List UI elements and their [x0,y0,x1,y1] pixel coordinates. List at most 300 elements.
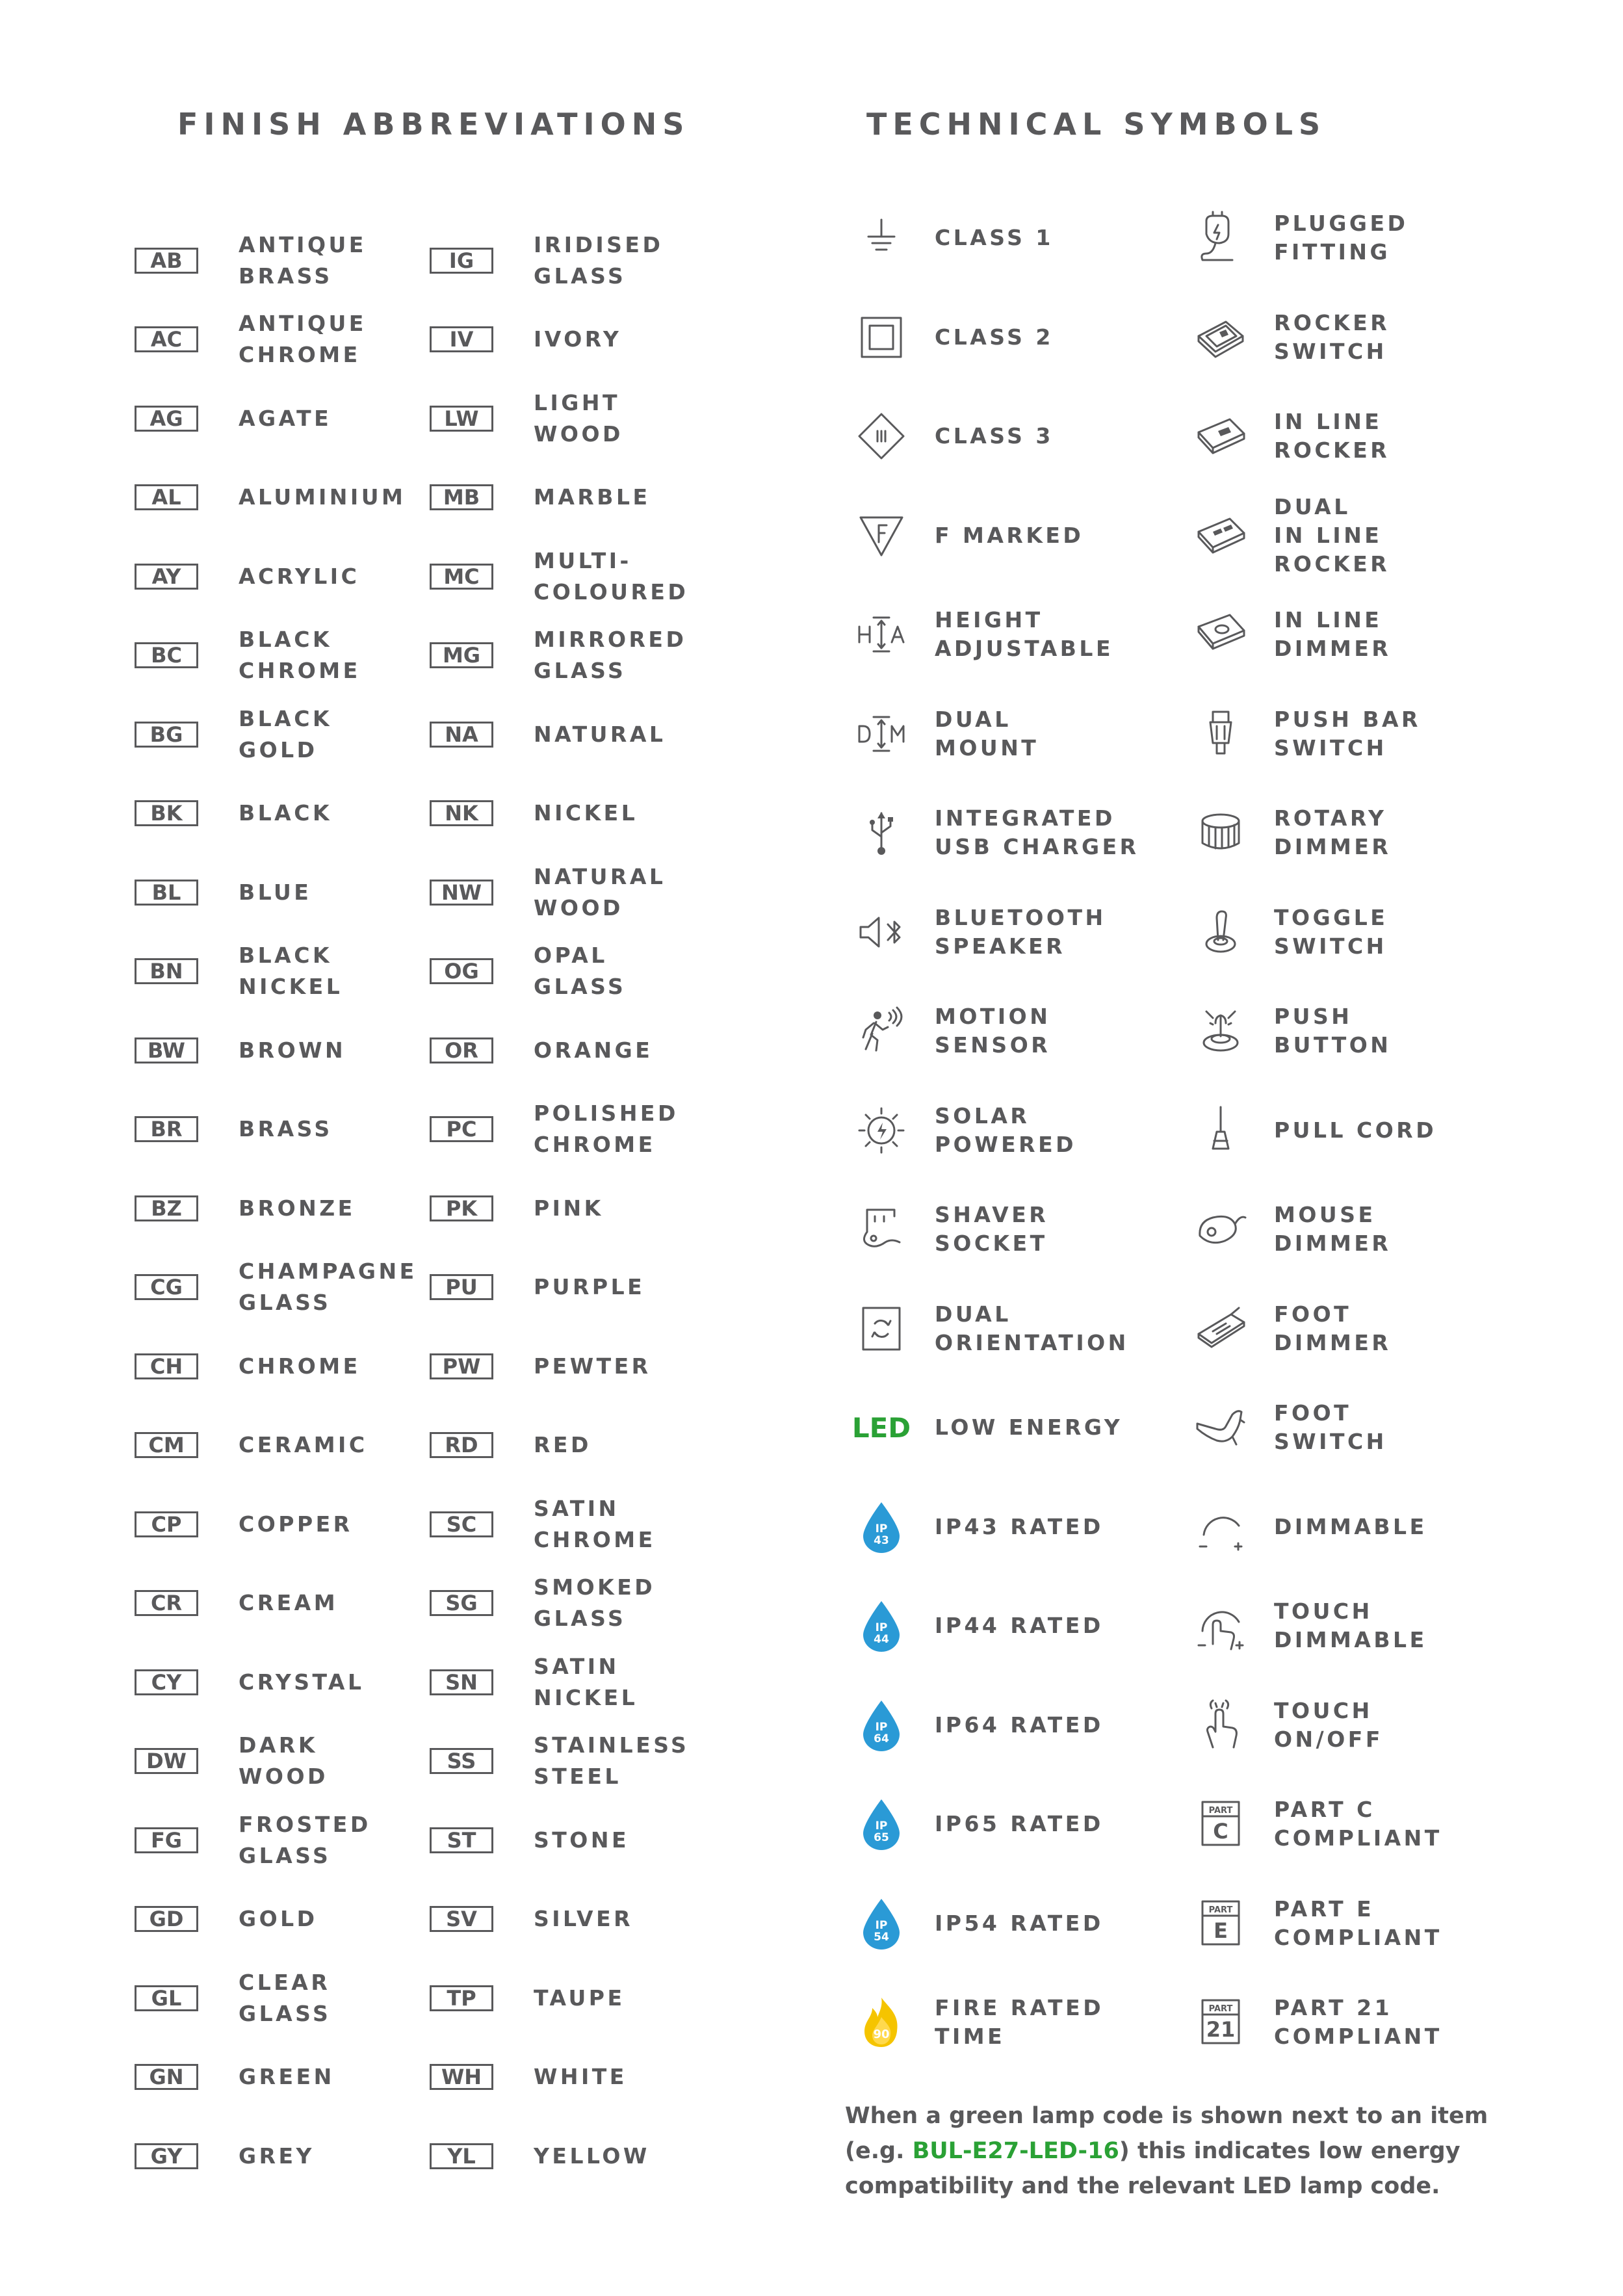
finish-name: MARBLE [534,484,651,510]
finish-name: PURPLE [534,1274,645,1300]
symbol-label: DUAL ORIENTATION [935,1301,1129,1355]
symbol-row [1191,1576,1529,1676]
dual-mount-icon-svg [854,707,909,761]
foot-switch-icon [1191,1398,1251,1457]
symbol-label: IP54 RATED [935,1910,1104,1936]
finish-code-badge: WH [430,2064,493,2090]
finish-code-badge: BC [135,642,198,668]
symbol-label: FIRE RATED TIME [935,1995,1104,2050]
dual-inline-rocker-icon [1191,506,1251,566]
finish-code-badge: MG [430,642,493,668]
symbol-row [851,1378,1189,1478]
symbol-label: PLUGGED FITTING [1274,211,1409,265]
finish-code-badge: BG [135,722,198,748]
led-text: LED [851,1411,911,1444]
finish-row [430,1406,729,1485]
class-1-earth-icon [851,208,911,268]
finish-row [430,221,729,300]
finish-name: ORANGE [534,1037,653,1063]
finish-code-badge: NK [430,800,493,826]
dimmable-icon-svg [1193,1500,1248,1554]
ip-drop-icon-svg [854,1896,909,1951]
dimmable-icon [1191,1497,1251,1557]
finish-name: BLACK [239,800,333,826]
symbol-label: F MARKED [935,522,1084,548]
rocker-switch-icon-svg [1193,310,1248,365]
finish-row [135,1011,434,1090]
finish-code-badge: PK [430,1195,493,1221]
finish-row [135,1643,434,1722]
f-marked-icon [851,506,911,566]
motion-sensor-icon [851,1001,911,1061]
finish-code-badge: NW [430,880,493,906]
symbol-label: IP43 RATED [935,1513,1104,1539]
symbol-label: HEIGHT ADJUSTABLE [935,607,1113,662]
motion-sensor-icon-svg [854,1004,909,1058]
ip-drop-icon-svg [854,1500,909,1554]
foot-switch-icon-svg [1193,1400,1248,1455]
finish-name: POLISHED CHROME [534,1101,679,1158]
finish-row [135,537,434,616]
finish-row [135,695,434,774]
finish-row [430,1564,729,1643]
symbol-list-left [851,189,1189,2072]
finish-code-badge: GN [135,2064,198,2090]
ip-drop-icon [851,1596,911,1656]
symbol-row [851,783,1189,883]
finish-code-badge: MB [430,484,493,510]
usb-icon [851,803,911,863]
plug-icon-svg [1193,211,1248,265]
finish-row [430,1327,729,1406]
finish-code-badge: CY [135,1669,198,1695]
finish-name: CREAM [239,1590,339,1616]
finish-name: GOLD [239,1906,318,1932]
pull-cord-icon-svg [1193,1103,1248,1158]
rotary-dimmer-icon [1191,803,1251,863]
finish-code-badge: CR [135,1590,198,1616]
finish-code-badge: PC [430,1116,493,1142]
push-bar-switch-icon [1191,704,1251,764]
finish-row [430,1959,729,2038]
finish-name: CLEAR GLASS [239,1969,331,2026]
symbol-row [851,1676,1189,1775]
symbol-row [851,585,1189,685]
finish-name: SATIN NICKEL [534,1653,638,1710]
part-word-text: PART [1208,1806,1233,1816]
finish-code-badge: SC [430,1511,493,1537]
symbol-row [851,486,1189,586]
finish-name: COPPER [239,1511,353,1537]
symbol-row [851,982,1189,1081]
part-code-text: C [1213,1819,1228,1844]
finish-row [135,1406,434,1485]
symbol-row [1191,783,1529,883]
finish-row [430,300,729,380]
finish-code-badge: PW [430,1353,493,1379]
finish-name: CHROME [239,1353,361,1379]
toggle-switch-icon [1191,902,1251,962]
finish-code-badge: GY [135,2143,198,2169]
fire-time-text: 90 [873,2028,890,2042]
finish-row [430,1801,729,1880]
finish-row [135,1801,434,1880]
finish-name: AGATE [239,405,332,431]
finish-code-badge: BW [135,1037,198,1063]
finish-name: WHITE [534,2064,627,2090]
symbol-row [851,685,1189,784]
finish-row [430,695,729,774]
finish-code-badge: AG [135,406,198,432]
finish-name: BROWN [239,1037,346,1063]
finish-name: NATURAL [534,721,666,747]
finish-code-badge: CM [135,1432,198,1458]
ip-prefix-text: IP [875,1621,888,1635]
finish-row [430,1485,729,1564]
symbol-row [1191,1081,1529,1181]
low-energy-note [845,2098,1508,2204]
ip-rating-number: 65 [874,1831,889,1845]
finish-row [430,853,729,932]
finish-code-badge: SV [430,1906,493,1932]
finish-row [135,1169,434,1248]
finish-code-badge: GD [135,1906,198,1932]
finish-name: DARK WOOD [239,1732,328,1790]
symbol-row [851,288,1189,387]
finish-code-badge: NA [430,722,493,748]
finish-name: BRASS [239,1116,333,1142]
finish-name: MULTI- COLOURED [534,547,689,605]
finish-name: ALUMINIUM [239,484,406,510]
finish-name: YELLOW [534,2143,650,2169]
part-code-text: 21 [1206,2017,1236,2042]
part-c-icon [1191,1794,1251,1854]
finish-code-badge: FG [135,1827,198,1853]
symbol-label: MOUSE DIMMER [1274,1202,1392,1257]
class-3-diamond-icon-svg [854,409,909,463]
finish-code-badge: IG [430,248,493,274]
led-icon [851,1398,911,1457]
symbol-label: MOTION SENSOR [935,1004,1051,1058]
symbol-label: BLUETOOTH SPEAKER [935,904,1106,959]
symbol-label: SHAVER SOCKET [935,1202,1049,1257]
ip-drop-icon-svg [854,1797,909,1851]
finish-code-badge: YL [430,2143,493,2169]
note-text-after: ) this indicates low energy compatibility and the relevant LED lamp code. [845,2138,1461,2199]
finish-name: IVORY [534,326,622,352]
ip-prefix-text: IP [875,1820,888,1833]
finish-name: ANTIQUE BRASS [239,231,367,289]
symbol-row [1191,585,1529,685]
finish-row [135,300,434,380]
finish-name: CERAMIC [239,1432,368,1458]
symbol-label: IP65 RATED [935,1811,1104,1837]
rotary-dimmer-icon-svg [1193,805,1248,860]
finish-row [430,2117,729,2196]
solar-icon-svg [854,1103,909,1158]
finish-code-badge: LW [430,406,493,432]
symbol-row [851,1775,1189,1874]
finish-code-badge: CP [135,1511,198,1537]
symbol-row [1191,1775,1529,1874]
finish-name: MIRRORED GLASS [534,627,687,684]
symbol-label: TOUCH ON/OFF [1274,1697,1383,1752]
symbol-label: ROCKER SWITCH [1274,309,1390,364]
bluetooth-speaker-icon-svg [854,905,909,959]
ip-drop-icon-svg [854,1598,909,1653]
finish-name: NICKEL [534,800,638,826]
finish-row [430,1011,729,1090]
symbol-label: FOOT SWITCH [1274,1400,1387,1455]
part-e-icon-svg [1193,1896,1248,1951]
finish-row [135,932,434,1011]
ip-rating-number: 43 [874,1533,889,1547]
symbol-label: LOW ENERGY [935,1415,1123,1441]
symbol-row [1191,982,1529,1081]
inline-dimmer-icon [1191,605,1251,664]
symbol-label: IN LINE ROCKER [1274,409,1390,463]
finish-name: ANTIQUE CHROME [239,311,367,368]
finish-row [135,774,434,854]
finish-code-badge: CG [135,1274,198,1300]
finish-name: STONE [534,1827,629,1853]
finish-code-badge: IV [430,326,493,352]
finish-list-left [135,221,434,2196]
symbol-row [851,1180,1189,1279]
part-21-icon [1191,1992,1251,2052]
fire-icon-svg [854,1995,909,2050]
part-e-icon [1191,1894,1251,1953]
symbol-label: IN LINE DIMMER [1274,607,1392,662]
ip-drop-icon-svg [854,1698,909,1753]
usb-icon-svg [854,805,909,860]
finish-code-badge: ST [430,1827,493,1853]
inline-rocker-icon [1191,406,1251,466]
symbol-row [1191,685,1529,784]
symbol-list-right [1191,189,1529,2072]
symbol-row [1191,883,1529,982]
finish-name: RED [534,1432,591,1458]
ip-rating-number: 54 [874,1930,889,1944]
finish-row [135,458,434,538]
finish-code-badge: BN [135,958,198,984]
symbol-label: DUAL MOUNT [935,706,1039,761]
finish-row [135,1248,434,1327]
class-1-earth-icon-svg [854,211,909,265]
symbol-row [1191,486,1529,586]
part-21-icon-svg [1193,1995,1248,2050]
class-2-double-insulated-icon-svg [854,310,909,365]
finish-code-badge: AY [135,564,198,590]
dual-orientation-icon-svg [854,1301,909,1356]
finish-name: GREY [239,2143,315,2169]
finish-row [135,1880,434,1959]
touch-dimmable-icon [1191,1596,1251,1656]
symbol-row [1191,288,1529,387]
finish-name: IRIDISED GLASS [534,231,664,289]
finish-code-badge: BR [135,1116,198,1142]
finish-row [135,853,434,932]
finish-name: SMOKED GLASS [534,1574,656,1632]
touch-dimmable-icon-svg [1193,1598,1248,1653]
finish-code-badge: SN [430,1669,493,1695]
finish-name: STAINLESS STEEL [534,1732,690,1790]
finish-name: BLACK GOLD [239,705,333,763]
symbol-label: ROTARY DIMMER [1274,805,1392,860]
dual-orientation-icon [851,1299,911,1359]
f-marked-icon-svg [854,508,909,563]
finish-name: BLUE [239,879,312,905]
symbol-row [1191,1676,1529,1775]
solar-icon [851,1101,911,1160]
finish-abbreviations-heading: FINISH ABBREVIATIONS [177,107,690,142]
symbol-label: PUSH BUTTON [1274,1004,1392,1058]
finish-row [430,537,729,616]
finish-row [430,932,729,1011]
finish-row [135,1959,434,2038]
symbol-label: PART E COMPLIANT [1274,1896,1442,1950]
finish-name: BRONZE [239,1195,356,1221]
symbol-label: DIMMABLE [1274,1513,1427,1539]
symbol-row [1191,387,1529,486]
note-text-before: When a green lamp code is shown next to an item (e.g. [845,2103,1488,2164]
finish-row [135,1090,434,1169]
symbol-row [851,1576,1189,1676]
symbol-label: FOOT DIMMER [1274,1301,1392,1355]
finish-row [430,1722,729,1801]
finish-row [430,2038,729,2117]
finish-list-right [430,221,729,2196]
symbol-label: TOGGLE SWITCH [1274,904,1388,959]
symbol-label: PULL CORD [1274,1117,1437,1143]
finish-name: NATURAL WOOD [534,863,666,920]
inline-dimmer-icon-svg [1193,607,1248,662]
foot-dimmer-icon [1191,1299,1251,1359]
technical-symbols-heading: TECHNICAL SYMBOLS [866,107,1327,142]
dual-mount-icon [851,704,911,764]
ip-rating-number: 64 [874,1732,889,1745]
symbol-label: TOUCH DIMMABLE [1274,1598,1427,1653]
symbol-row [851,1973,1189,2072]
note-lamp-code: BUL-E27-LED-16 [912,2138,1119,2164]
finish-name: CHAMPAGNE GLASS [239,1259,417,1316]
finish-row [430,616,729,696]
finish-row [430,1248,729,1327]
part-c-icon-svg [1193,1797,1248,1851]
symbol-label: CLASS 3 [935,423,1054,449]
finish-row [135,221,434,300]
symbol-row [1191,189,1529,288]
finish-code-badge: RD [430,1432,493,1458]
finish-row [430,458,729,538]
push-button-icon-svg [1193,1004,1248,1058]
symbol-label: SOLAR POWERED [935,1102,1077,1157]
toggle-switch-icon-svg [1193,905,1248,959]
finish-name: ACRYLIC [239,563,360,589]
touch-on-off-icon-svg [1193,1698,1248,1753]
finish-code-badge: DW [135,1748,198,1774]
finish-code-badge: PU [430,1274,493,1300]
symbol-label: DUAL IN LINE ROCKER [1274,493,1390,577]
finish-name: BLACK CHROME [239,627,361,684]
pull-cord-icon [1191,1101,1251,1160]
finish-row [135,1564,434,1643]
finish-name: SILVER [534,1906,634,1932]
ip-drop-icon [851,1497,911,1557]
finish-name: TAUPE [534,1985,625,2011]
symbol-row [851,1279,1189,1379]
ip-prefix-text: IP [875,1720,888,1734]
finish-code-badge: SG [430,1590,493,1616]
push-bar-switch-icon-svg [1193,707,1248,761]
finish-row [135,1722,434,1801]
symbol-label: PART C COMPLIANT [1274,1797,1442,1851]
shaver-socket-icon [851,1199,911,1259]
finish-code-badge: AC [135,326,198,352]
rocker-switch-icon [1191,307,1251,367]
finish-code-badge: BZ [135,1195,198,1221]
symbol-label: IP44 RATED [935,1613,1104,1639]
symbol-row [851,387,1189,486]
finish-row [135,616,434,696]
part-code-text: E [1214,1918,1228,1943]
finish-code-badge: GL [135,1985,198,2011]
finish-code-badge: AL [135,484,198,510]
ip-prefix-text: IP [875,1522,888,1535]
symbol-row [851,1874,1189,1974]
finish-code-badge: BL [135,880,198,906]
finish-row [135,2038,434,2117]
finish-row [430,1643,729,1722]
symbol-row [851,883,1189,982]
ip-drop-icon [851,1695,911,1755]
finish-code-badge: OR [430,1037,493,1063]
finish-name: LIGHT WOOD [534,389,623,447]
finish-row [135,1327,434,1406]
finish-code-badge: OG [430,958,493,984]
symbol-label: PART 21 COMPLIANT [1274,1995,1442,2050]
finish-row [430,1169,729,1248]
symbol-row [851,1478,1189,1577]
symbol-row [1191,1180,1529,1279]
symbol-label: CLASS 1 [935,225,1054,251]
symbol-label: PUSH BAR SWITCH [1274,706,1421,761]
finish-row [135,379,434,458]
finish-name: CRYSTAL [239,1669,365,1695]
finish-name: SATIN CHROME [534,1495,656,1552]
symbol-row [851,1081,1189,1181]
mouse-dimmer-icon-svg [1193,1202,1248,1257]
symbol-row [1191,1973,1529,2072]
plug-icon [1191,208,1251,268]
ip-drop-icon [851,1794,911,1854]
symbol-label: INTEGRATED USB CHARGER [935,805,1139,860]
symbol-row [1191,1874,1529,1974]
finish-name: PEWTER [534,1353,651,1379]
finish-row [430,379,729,458]
finish-name: BLACK NICKEL [239,943,343,1000]
symbol-label: CLASS 2 [935,324,1054,350]
finish-code-badge: TP [430,1985,493,2011]
part-word-text: PART [1208,1905,1233,1915]
class-3-diamond-icon [851,406,911,466]
symbol-row [1191,1279,1529,1379]
finish-row [430,774,729,854]
foot-dimmer-icon-svg [1193,1301,1248,1356]
mouse-dimmer-icon [1191,1199,1251,1259]
finish-code-badge: AB [135,248,198,274]
finish-code-badge: CH [135,1353,198,1379]
